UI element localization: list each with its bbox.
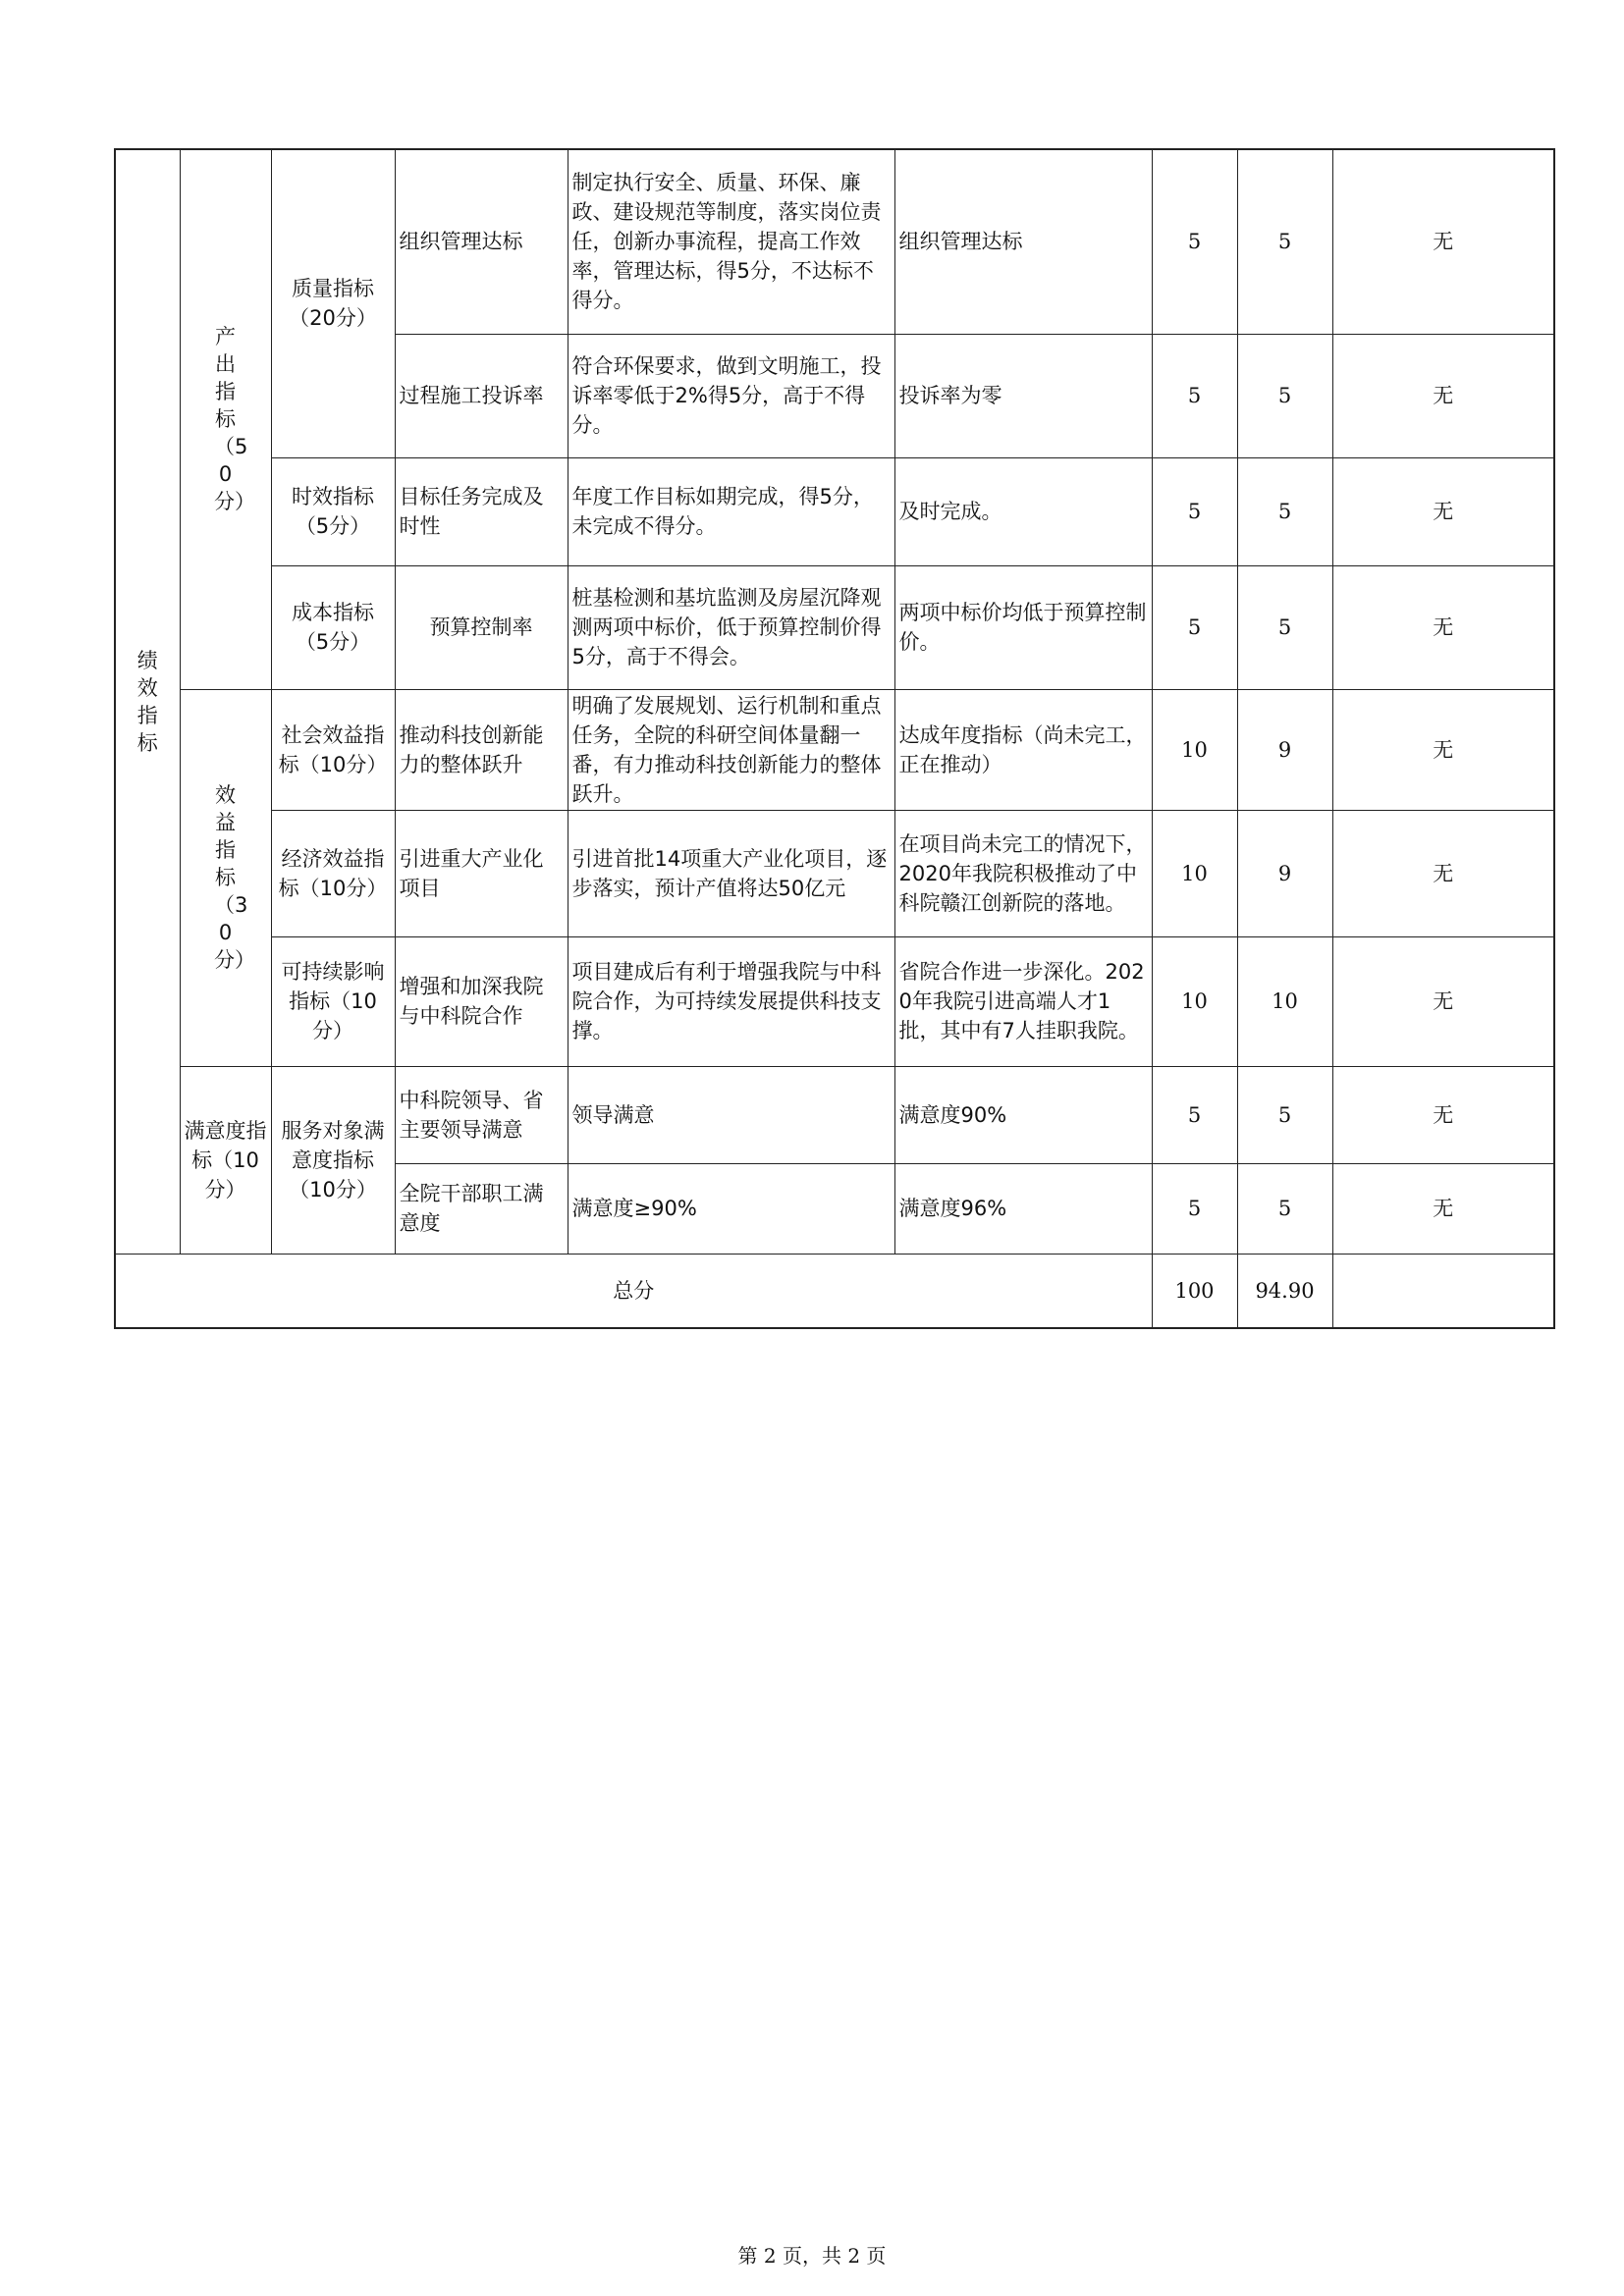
reason-cell: 无 (1332, 1163, 1554, 1254)
level4-cell: 目标任务完成及时性 (395, 457, 568, 565)
actual-cell: 在项目尚未完工的情况下，2020年我院积极推动了中科院赣江创新院的落地。 (894, 810, 1152, 936)
level4-cell: 预算控制率 (395, 565, 568, 689)
performance-indicator-table (114, 148, 1555, 1329)
weight-cell: 10 (1152, 810, 1237, 936)
total-score: 94.90 (1237, 1254, 1332, 1328)
weight-cell: 5 (1152, 457, 1237, 565)
weight-cell: 5 (1152, 565, 1237, 689)
level1-cell: 绩效指标 (115, 149, 180, 1254)
level3-cell: 质量指标（20分） (271, 149, 395, 457)
actual-cell: 省院合作进一步深化。2020年我院引进高端人才1批，其中有7人挂职我院。 (894, 936, 1152, 1066)
standard-cell: 引进首批14项重大产业化项目，逐步落实，预计产值将达50亿元 (568, 810, 894, 936)
level4-cell: 中科院领导、省主要领导满意 (395, 1066, 568, 1163)
weight-cell: 5 (1152, 334, 1237, 457)
total-reason (1332, 1254, 1554, 1328)
score-cell: 5 (1237, 334, 1332, 457)
score-cell: 9 (1237, 689, 1332, 810)
standard-cell: 满意度≥90% (568, 1163, 894, 1254)
level3-cell: 服务对象满意度指标（10分） (271, 1066, 395, 1254)
weight-cell: 5 (1152, 1163, 1237, 1254)
weight-cell: 5 (1152, 149, 1237, 334)
score-cell: 9 (1237, 810, 1332, 936)
actual-cell: 满意度90% (894, 1066, 1152, 1163)
standard-cell: 项目建成后有利于增强我院与中科院合作，为可持续发展提供科技支撑。 (568, 936, 894, 1066)
level2-cell: 产出指标（50分） (180, 149, 271, 689)
level3-cell: 时效指标（5分） (271, 457, 395, 565)
reason-cell: 无 (1332, 689, 1554, 810)
level4-cell: 组织管理达标 (395, 149, 568, 334)
score-cell: 5 (1237, 1163, 1332, 1254)
level4-cell: 过程施工投诉率 (395, 334, 568, 457)
level3-cell: 经济效益指标（10分） (271, 810, 395, 936)
level4-cell: 全院干部职工满意度 (395, 1163, 568, 1254)
reason-cell: 无 (1332, 334, 1554, 457)
standard-cell: 符合环保要求，做到文明施工，投诉率零低于2%得5分，高于不得分。 (568, 334, 894, 457)
table-row (115, 565, 1554, 689)
score-cell: 5 (1237, 1066, 1332, 1163)
score-cell: 5 (1237, 457, 1332, 565)
standard-cell: 明确了发展规划、运行机制和重点任务，全院的科研空间体量翻一番，有力推动科技创新能力的整体跃升。 (568, 689, 894, 810)
reason-cell: 无 (1332, 457, 1554, 565)
actual-cell: 两项中标价均低于预算控制价。 (894, 565, 1152, 689)
standard-cell: 桩基检测和基坑监测及房屋沉降观测两项中标价，低于预算控制价得5分，高于不得会。 (568, 565, 894, 689)
level4-cell: 增强和加深我院与中科院合作 (395, 936, 568, 1066)
weight-cell: 10 (1152, 936, 1237, 1066)
actual-cell: 及时完成。 (894, 457, 1152, 565)
score-cell: 5 (1237, 149, 1332, 334)
weight-cell: 10 (1152, 689, 1237, 810)
score-cell: 5 (1237, 565, 1332, 689)
level3-cell: 可持续影响指标（10分） (271, 936, 395, 1066)
standard-cell: 年度工作目标如期完成，得5分，未完成不得分。 (568, 457, 894, 565)
standard-cell: 制定执行安全、质量、环保、廉政、建设规范等制度，落实岗位责任，创新办事流程，提高工作效率，管理达标，得5分，不达标不得分。 (568, 149, 894, 334)
level4-cell: 推动科技创新能力的整体跃升 (395, 689, 568, 810)
reason-cell: 无 (1332, 149, 1554, 334)
level3-cell: 社会效益指标（10分） (271, 689, 395, 810)
level2-cell: 满意度指标（10分） (180, 1066, 271, 1254)
actual-cell: 投诉率为零 (894, 334, 1152, 457)
total-label: 总分 (115, 1254, 1152, 1328)
score-cell: 10 (1237, 936, 1332, 1066)
total-row (115, 1254, 1554, 1328)
actual-cell: 满意度96% (894, 1163, 1152, 1254)
table-row (115, 689, 1554, 810)
reason-cell: 无 (1332, 1066, 1554, 1163)
total-weight: 100 (1152, 1254, 1237, 1328)
table-row (115, 1066, 1554, 1163)
table-row (115, 936, 1554, 1066)
standard-cell: 领导满意 (568, 1066, 894, 1163)
actual-cell: 达成年度指标（尚未完工，正在推动） (894, 689, 1152, 810)
weight-cell: 5 (1152, 1066, 1237, 1163)
actual-cell: 组织管理达标 (894, 149, 1152, 334)
table-row (115, 810, 1554, 936)
table-row (115, 149, 1554, 334)
reason-cell: 无 (1332, 936, 1554, 1066)
table-row (115, 457, 1554, 565)
reason-cell: 无 (1332, 565, 1554, 689)
reason-cell: 无 (1332, 810, 1554, 936)
level4-cell: 引进重大产业化项目 (395, 810, 568, 936)
page-footer: 第 2 页，共 2 页 (737, 2244, 887, 2268)
level3-cell: 成本指标（5分） (271, 565, 395, 689)
level2-cell: 效益指标（30分） (180, 689, 271, 1066)
